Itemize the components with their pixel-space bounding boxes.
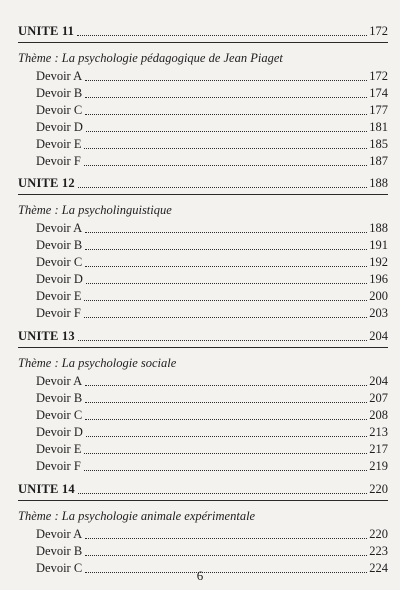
unit-underline bbox=[18, 42, 388, 43]
unit-theme: Thème : La psycholinguistique bbox=[18, 203, 172, 217]
devoir-entry bbox=[18, 118, 388, 135]
devoir-page-number: 177 bbox=[369, 103, 388, 117]
devoir-label: Devoir B bbox=[36, 238, 83, 252]
dot-leader bbox=[85, 385, 367, 386]
unit-heading bbox=[18, 328, 388, 344]
devoir-label: Devoir C bbox=[36, 408, 83, 422]
unit-title: UNITE 12 bbox=[18, 176, 75, 190]
unit-section-12 bbox=[18, 175, 388, 321]
devoir-entry bbox=[18, 270, 388, 287]
devoir-label: Devoir A bbox=[36, 69, 83, 83]
unit-title: UNITE 13 bbox=[18, 329, 75, 343]
devoir-entry bbox=[18, 542, 388, 559]
devoir-page-number: 192 bbox=[369, 255, 388, 269]
unit-title: UNITE 14 bbox=[18, 482, 75, 496]
unit-heading bbox=[18, 481, 388, 497]
unit-section-14 bbox=[18, 481, 388, 576]
devoir-page-number: 207 bbox=[369, 391, 388, 405]
dot-leader bbox=[78, 493, 367, 494]
devoir-label: Devoir A bbox=[36, 221, 83, 235]
devoir-label: Devoir E bbox=[36, 442, 82, 456]
dot-leader bbox=[85, 402, 367, 403]
unit-page-number: 220 bbox=[369, 482, 388, 496]
unit-section-13 bbox=[18, 328, 388, 474]
devoir-entry bbox=[18, 236, 388, 253]
devoir-page-number: 188 bbox=[369, 221, 388, 235]
dot-leader bbox=[85, 538, 367, 539]
devoir-page-number: 203 bbox=[369, 306, 388, 320]
unit-underline bbox=[18, 347, 388, 348]
devoir-page-number: 204 bbox=[369, 374, 388, 388]
devoir-label: Devoir B bbox=[36, 86, 83, 100]
dot-leader bbox=[85, 266, 367, 267]
dot-leader bbox=[84, 165, 367, 166]
devoir-label: Devoir F bbox=[36, 306, 81, 320]
dot-leader bbox=[84, 470, 367, 471]
dot-leader bbox=[78, 340, 367, 341]
devoir-page-number: 213 bbox=[369, 425, 388, 439]
dot-leader bbox=[85, 419, 367, 420]
devoir-page-number: 191 bbox=[369, 238, 388, 252]
dot-leader bbox=[78, 187, 367, 188]
devoir-entry bbox=[18, 84, 388, 101]
unit-underline bbox=[18, 194, 388, 195]
devoir-page-number: 220 bbox=[369, 527, 388, 541]
devoir-label: Devoir C bbox=[36, 561, 83, 575]
devoir-page-number: 208 bbox=[369, 408, 388, 422]
devoir-entry bbox=[18, 457, 388, 474]
devoir-label: Devoir F bbox=[36, 154, 81, 168]
dot-leader bbox=[85, 114, 367, 115]
devoir-page-number: 219 bbox=[369, 459, 388, 473]
unit-theme: Thème : La psychologie sociale bbox=[18, 356, 177, 370]
devoir-page-number: 200 bbox=[369, 289, 388, 303]
devoir-label: Devoir C bbox=[36, 255, 83, 269]
unit-heading bbox=[18, 23, 388, 39]
devoir-label: Devoir F bbox=[36, 459, 81, 473]
devoir-entry bbox=[18, 389, 388, 406]
devoir-label: Devoir A bbox=[36, 374, 83, 388]
devoir-label: Devoir D bbox=[36, 425, 83, 439]
devoir-entry bbox=[18, 525, 388, 542]
dot-leader bbox=[84, 317, 367, 318]
devoir-page-number: 217 bbox=[369, 442, 388, 456]
unit-theme: Thème : La psychologie animale expérimentale bbox=[18, 509, 256, 523]
unit-page-number: 188 bbox=[369, 176, 388, 190]
unit-section-11 bbox=[18, 23, 388, 169]
devoir-page-number: 181 bbox=[369, 120, 388, 134]
unit-theme: Thème : La psychologie pédagogique de Jean Piaget bbox=[18, 51, 283, 65]
dot-leader bbox=[85, 249, 367, 250]
devoir-entry bbox=[18, 287, 388, 304]
devoir-entry bbox=[18, 135, 388, 152]
dot-leader bbox=[86, 131, 367, 132]
devoir-entry bbox=[18, 67, 388, 84]
devoir-entry bbox=[18, 423, 388, 440]
devoir-entry bbox=[18, 440, 388, 457]
unit-title: UNITE 11 bbox=[18, 24, 75, 38]
dot-leader bbox=[84, 148, 367, 149]
dot-leader bbox=[77, 35, 367, 36]
devoir-label: Devoir B bbox=[36, 544, 83, 558]
devoir-page-number: 196 bbox=[369, 272, 388, 286]
devoir-entry bbox=[18, 406, 388, 423]
dot-leader bbox=[85, 232, 367, 233]
devoir-label: Devoir D bbox=[36, 120, 83, 134]
devoir-label: Devoir D bbox=[36, 272, 83, 286]
dot-leader bbox=[85, 555, 367, 556]
page-number: 6 bbox=[196, 568, 204, 583]
devoir-label: Devoir E bbox=[36, 137, 82, 151]
devoir-label: Devoir B bbox=[36, 391, 83, 405]
devoir-page-number: 174 bbox=[369, 86, 388, 100]
devoir-entry bbox=[18, 372, 388, 389]
table-of-contents bbox=[18, 23, 388, 583]
devoir-entry bbox=[18, 152, 388, 169]
unit-underline bbox=[18, 500, 388, 501]
devoir-entry bbox=[18, 101, 388, 118]
devoir-entry bbox=[18, 304, 388, 321]
devoir-entry bbox=[18, 219, 388, 236]
devoir-page-number: 172 bbox=[369, 69, 388, 83]
devoir-label: Devoir E bbox=[36, 289, 82, 303]
dot-leader bbox=[85, 80, 367, 81]
dot-leader bbox=[84, 453, 367, 454]
dot-leader bbox=[86, 283, 367, 284]
devoir-entry bbox=[18, 253, 388, 270]
dot-leader bbox=[86, 436, 367, 437]
devoir-page-number: 223 bbox=[369, 544, 388, 558]
devoir-page-number: 224 bbox=[369, 561, 388, 575]
devoir-page-number: 185 bbox=[369, 137, 388, 151]
unit-page-number: 204 bbox=[369, 329, 388, 343]
devoir-page-number: 187 bbox=[369, 154, 388, 168]
unit-heading bbox=[18, 175, 388, 191]
dot-leader bbox=[84, 300, 367, 301]
unit-page-number: 172 bbox=[369, 24, 388, 38]
devoir-label: Devoir C bbox=[36, 103, 83, 117]
devoir-label: Devoir A bbox=[36, 527, 83, 541]
dot-leader bbox=[85, 97, 367, 98]
